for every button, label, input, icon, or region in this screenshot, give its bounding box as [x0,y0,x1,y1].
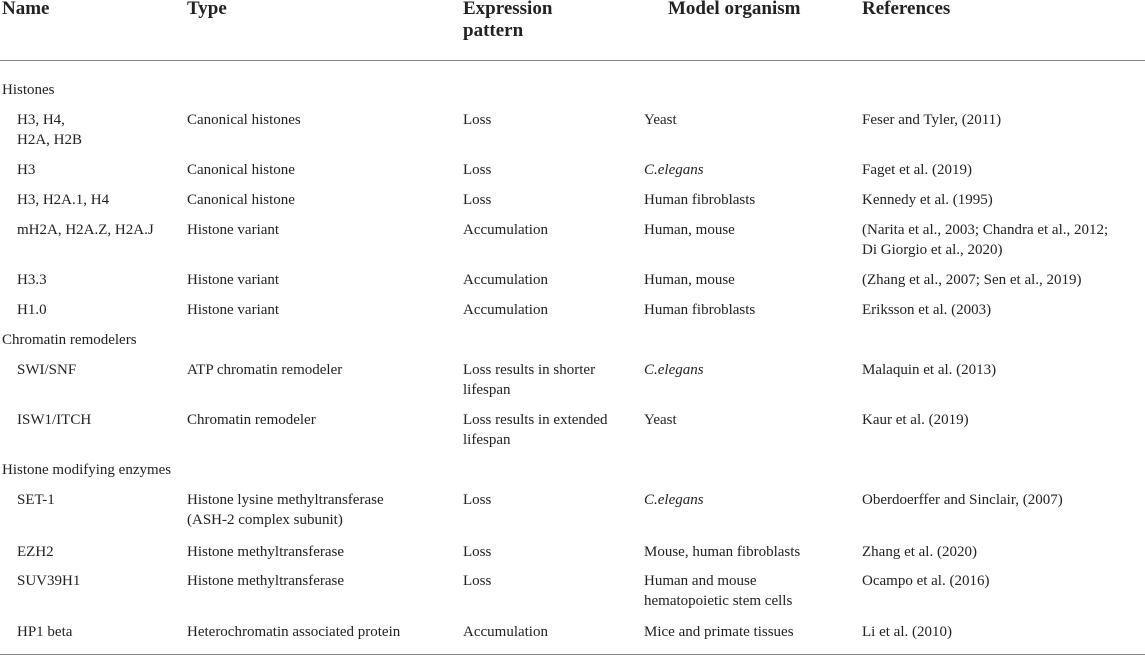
cell-expression-line: Accumulation [463,302,548,318]
cell-reference-line: Malaquin et al. (2013) [862,362,997,378]
cell-expression-line: Accumulation [463,624,548,640]
cell-type-line: Canonical histone [187,192,295,208]
cell-organism [644,571,792,611]
cell-name [17,160,35,180]
header-name: Name [2,0,50,19]
cell-organism-line: Yeast [644,112,677,128]
cell-name [17,300,47,320]
cell-name [17,410,91,430]
cell-type-line: Canonical histone [187,162,295,178]
cell-organism [644,300,755,320]
header-expression-pattern [463,0,552,42]
cell-type-line: ATP chromatin remodeler [187,362,343,378]
cell-type [187,190,295,210]
cell-organism-line: Human and mouse [644,573,757,589]
cell-organism-line: C.elegans [644,362,704,378]
cell-type [187,300,279,320]
cell-name [17,360,76,380]
cell-expression [463,571,491,591]
cell-expression-line: Loss [463,492,492,508]
header-expression-line1: Expression [463,0,553,19]
cell-expression [463,220,548,240]
cell-expression [463,622,548,642]
cell-type-line: Histone variant [187,272,280,288]
cell-expression-line: Accumulation [463,222,548,238]
cell-organism-line: Human, mouse [644,222,735,238]
table-header [0,0,1145,61]
cell-organism-line: Human fibroblasts [644,302,756,318]
cell-type [187,622,400,642]
cell-name-line: SET-1 [17,492,55,508]
cell-type [187,571,344,591]
cell-reference [862,160,972,180]
cell-expression [463,300,548,320]
cell-reference [862,490,1063,510]
cell-type [187,110,301,130]
cell-expression [463,410,608,450]
cell-reference [862,190,993,210]
cell-type [187,220,279,240]
cell-organism [644,410,677,430]
cell-expression-line: Accumulation [463,272,548,288]
cell-type-line: Histone methyltransferase [187,544,345,560]
cell-reference-line: Faget et al. (2019) [862,162,972,178]
cell-type-line: Histone lysine methyltransferase [187,492,384,508]
cell-name [17,270,47,290]
cell-expression [463,110,491,130]
cell-reference-line: Eriksson et al. (2003) [862,302,992,318]
cell-organism-line: hematopoietic stem cells [644,593,793,609]
cell-reference-line: Ocampo et al. (2016) [862,573,990,589]
cell-name [17,190,109,210]
header-model-organism: Model organism [668,0,801,19]
cell-organism-line: Human fibroblasts [644,192,756,208]
header-type: Type [187,0,227,19]
section-title: Histones [2,82,55,98]
cell-expression [463,360,595,400]
cell-organism [644,110,677,130]
cell-reference-line: Di Giorgio et al., 2020) [862,242,1003,258]
cell-expression [463,490,491,510]
cell-reference-line: Li et al. (2010) [862,624,952,640]
cell-name [17,490,55,510]
cell-reference-line: (Zhang et al., 2007; Sen et al., 2019) [862,272,1082,288]
cell-organism [644,220,735,240]
cell-name [17,110,82,150]
cell-name-line: H3, H4, [17,112,65,128]
cell-expression [463,270,548,290]
cell-reference [862,571,989,591]
cell-organism [644,270,735,290]
cell-expression-line: Loss [463,544,492,560]
cell-reference-line: Kennedy et al. (1995) [862,192,993,208]
cell-type [187,160,295,180]
cell-type-line: Histone variant [187,302,280,318]
cell-name-line: SWI/SNF [17,362,77,378]
cell-reference [862,360,996,380]
cell-organism-line: Yeast [644,412,677,428]
cell-type-line: Canonical histones [187,112,301,128]
cell-expression [463,542,491,562]
cell-reference [862,542,977,562]
cell-expression [463,190,491,210]
cell-organism-line: C.elegans [644,162,704,178]
cell-organism [644,160,704,180]
cell-reference [862,110,1001,130]
cell-expression-line: Loss results in shorter [463,362,596,378]
section-title: Chromatin remodelers [2,332,137,348]
cell-organism [644,490,704,510]
cell-type-line: Histone variant [187,222,280,238]
cell-name [17,622,72,642]
cell-organism [644,190,755,210]
header-references: References [862,0,951,19]
cell-reference-line: Feser and Tyler, (2011) [862,112,1002,128]
cell-name [17,542,54,562]
cell-name-line: H3 [17,162,36,178]
cell-name-line: H3, H2A.1, H4 [17,192,110,208]
cell-name [17,220,154,240]
cell-name-line: HP1 beta [17,624,73,640]
cell-name-line: mH2A, H2A.Z, H2A.J [17,222,154,238]
cell-type [187,360,342,380]
cell-reference-line: Kaur et al. (2019) [862,412,969,428]
cell-organism [644,542,800,562]
cell-expression-line: lifespan [463,382,511,398]
cell-expression-line: lifespan [463,432,511,448]
cell-expression-line: Loss results in extended [463,412,608,428]
cell-expression-line: Loss [463,112,492,128]
cell-type-line: Heterochromatin associated protein [187,624,401,640]
cell-organism-line: Human, mouse [644,272,735,288]
section-title: Histone modifying enzymes [2,462,172,478]
cell-name-line: SUV39H1 [17,573,81,589]
cell-name-line: EZH2 [17,544,54,560]
cell-type-line: Chromatin remodeler [187,412,316,428]
cell-reference-line: Oberdoerffer and Sinclair, (2007) [862,492,1063,508]
cell-organism-line: Mice and primate tissues [644,624,794,640]
table-bottom-rule [0,654,1145,655]
cell-name-line: ISW1/ITCH [17,412,92,428]
cell-reference [862,220,1108,260]
cell-organism-line: C.elegans [644,492,704,508]
cell-name [17,571,80,591]
cell-reference-line: Zhang et al. (2020) [862,544,977,560]
cell-type [187,410,316,430]
cell-reference [862,300,991,320]
cell-expression-line: Loss [463,162,492,178]
cell-expression [463,160,491,180]
cell-reference [862,270,1082,290]
cell-organism [644,360,704,380]
cell-name-line: H2A, H2B [17,132,83,148]
cell-organism-line: Mouse, human fibroblasts [644,544,801,560]
cell-name-line: H3.3 [17,272,47,288]
cell-expression-line: Loss [463,573,492,589]
cell-expression-line: Loss [463,192,492,208]
cell-type [187,270,279,290]
cell-name-line: H1.0 [17,302,47,318]
header-expression-line2: pattern [463,20,524,41]
cell-type [187,490,384,530]
cell-reference-line: (Narita et al., 2003; Chandra et al., 2012; [862,222,1109,238]
cell-type-line: (ASH-2 complex subunit) [187,512,343,528]
cell-organism [644,622,794,642]
cell-type-line: Histone methyltransferase [187,573,345,589]
cell-reference [862,622,952,642]
cell-reference [862,410,969,430]
cell-type [187,542,344,562]
